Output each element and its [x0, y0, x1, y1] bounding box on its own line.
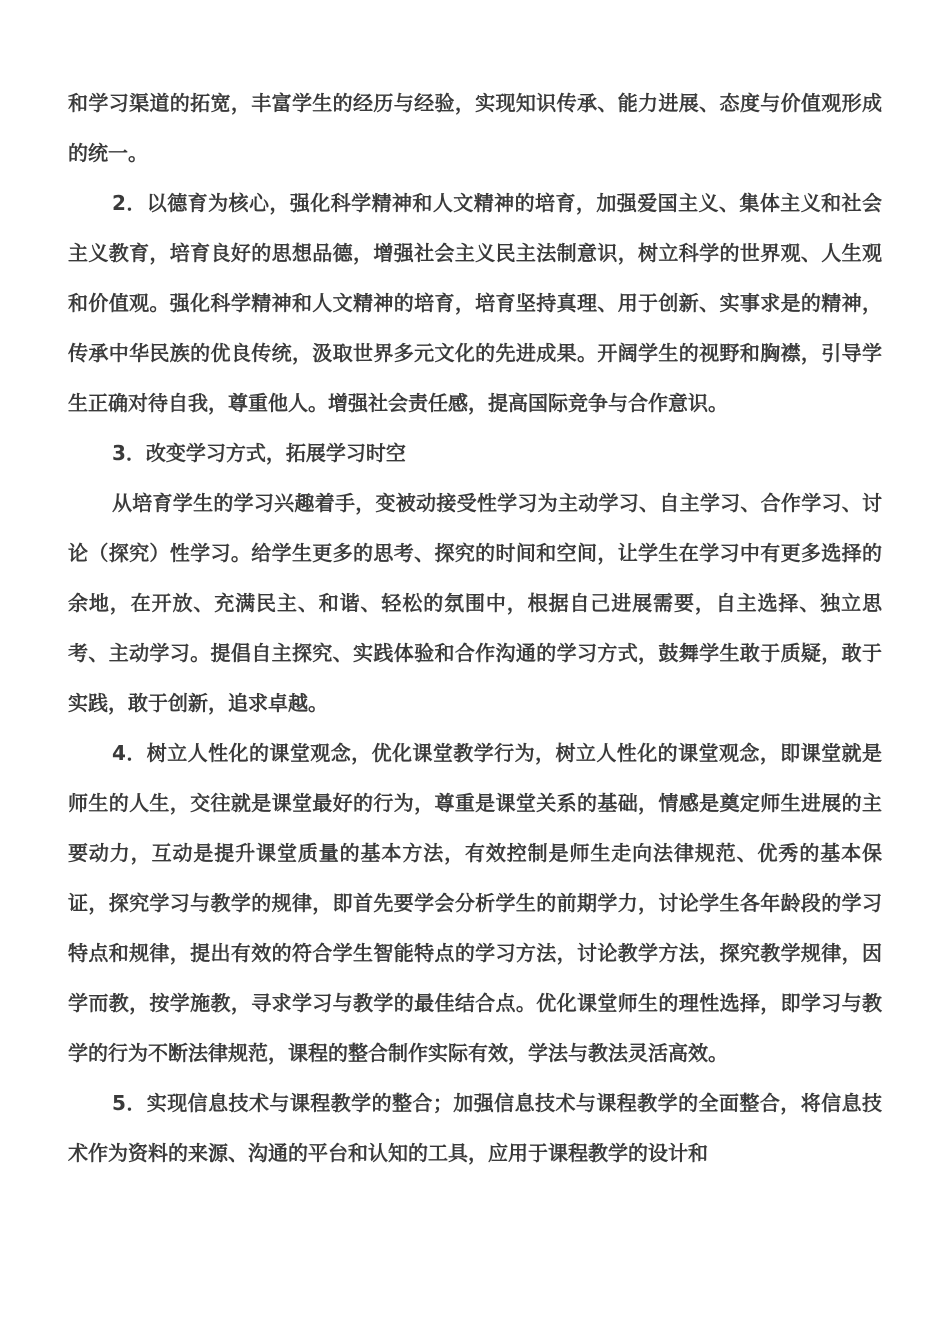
paragraph-learning-methods: 从培育学生的学习兴趣着手，变被动接受性学习为主动学习、自主学习、合作学习、讨论（探究）性学习。给学生更多的思考、探究的时间和空间，让学生在学习中有更多选择的余地，在开放、充满民主、和谐、轻松的氛围中，根据自己进展需要，自主选择、独立思考、主动学习。提倡自主探究、实践体验和合作沟通的学习方式，鼓舞学生敢于质疑，敢于实践，敢于创新，追求卓越。 — [68, 491, 882, 715]
document-body — [68, 78, 882, 1178]
paragraph-item-5: 5．实现信息技术与课程教学的整合；加强信息技术与课程教学的全面整合，将信息技术作为资料的来源、沟通的平台和认知的工具，应用于课程教学的设计和 — [68, 1091, 882, 1165]
paragraph-continuation: 和学习渠道的拓宽，丰富学生的经历与经验，实现知识传承、能力进展、态度与价值观形成的统一。 — [68, 91, 882, 165]
paragraph-item-2: 2．以德育为核心，强化科学精神和人文精神的培育，加强爱国主义、集体主义和社会主义教育，培育良好的思想品德，增强社会主义民主法制意识，树立科学的世界观、人生观和价值观。强化科学精神和人文精神的培育，培育坚持真理、用于创新、实事求是的精神，传承中华民族的优良传统，汲取世界多元文化的先进成果。开阔学生的视野和胸襟，引导学生正确对待自我，尊重他人。增强社会责任感，提高国际竞争与合作意识。 — [68, 191, 882, 415]
paragraph-item-3-heading: 3．改变学习方式，拓展学习时空 — [112, 441, 406, 465]
paragraph-item-4: 4．树立人性化的课堂观念，优化课堂教学行为，树立人性化的课堂观念，即课堂就是师生的人生，交往就是课堂最好的行为，尊重是课堂关系的基础，情感是奠定师生进展的主要动力，互动是提升课堂质量的基本方法，有效控制是师生走向法律规范、优秀的基本保证，探究学习与教学的规律，即首先要学会分析学生的前期学力，讨论学生各年龄段的学习特点和规律，提出有效的符合学生智能特点的学习方法，讨论教学方法，探究教学规律，因学而教，按学施教，寻求学习与教学的最佳结合点。优化课堂师生的理性选择，即学习与教学的行为不断法律规范，课程的整合制作实际有效，学法与教法灵活高效。 — [68, 741, 882, 1065]
